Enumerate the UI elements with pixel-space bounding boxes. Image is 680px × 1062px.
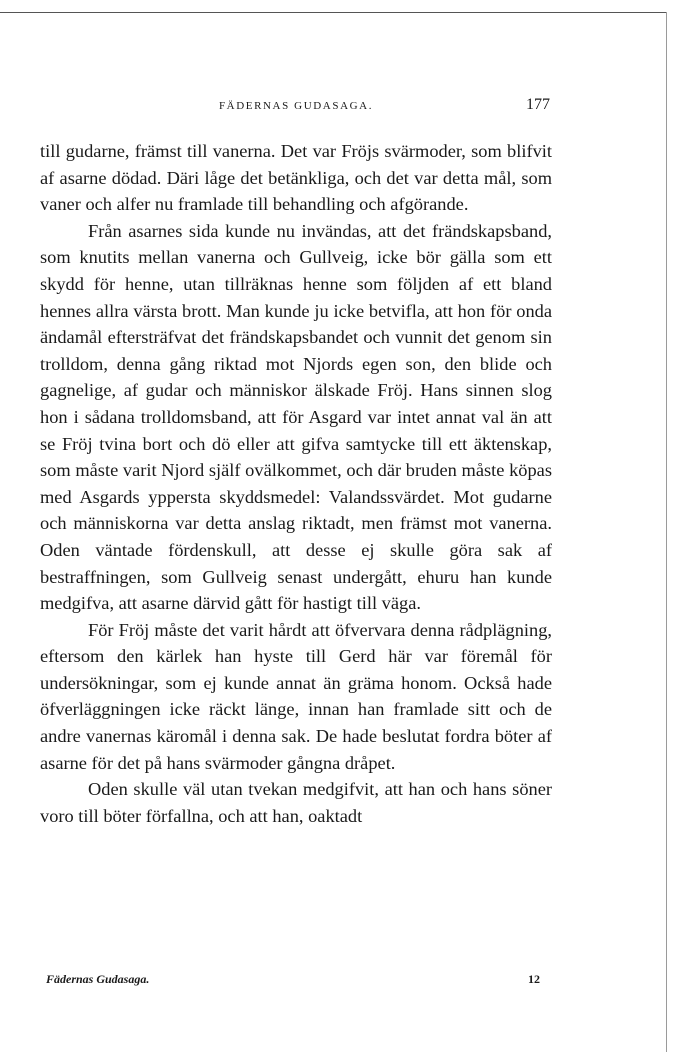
paragraph-1: till gudarne, främst till vanerna. Det var Fröjs svärmoder, som blifvit af asarne dödad. Däri låge det betänkliga, och det var detta mål, som vaner och alfer nu framlade till behandling och afgörande. <box>40 141 552 215</box>
paragraph-4: Oden skulle väl utan tvekan medgifvit, att han och hans söner voro till böter förfallna, och att han, oaktadt <box>40 779 552 826</box>
body-text <box>40 138 552 829</box>
page-header <box>40 96 552 118</box>
footer-book-title: Fädernas Gudasaga. <box>46 972 150 986</box>
paragraph-2: Från asarnes sida kunde nu invändas, att det frändskapsband, som knutits mellan vanerna och Gullveig, icke bör gälla som ett skydd för henne, utan tillräknas henne som följden af ett bland hennes allra värsta brott. Man kunde ju icke betvifla, att hon för onda ändamål eftersträfvat det frändskapsbandet och vunnit det genom sin trolldom, denna gång riktad mot Njords egen son, den blide och gagnelige, af gudar och människor älskade Fröj. Hans sinnen slog hon i sådana trolldomsband, att för Asgard var intet annat val än att se Fröj tvina bort och dö eller att gifva samtycke till ett äktenskap, som måste varit Njord själf ovälkommet, och där bruden måste köpas med Asgards yppersta skyddsmedel: Valandssvärdet. Mot gudarne och människorna var detta anslag riktadt, men främst mot vanerna. Oden väntade fördenskull, att desse ej skulle göra sak af bestraffningen, som Gullveig senast undergått, ehuru han kunde medgifva, att asarne därvid gått för hastigt till väga. <box>40 220 552 614</box>
paragraph-3: För Fröj måste det varit hårdt att öfvervara denna rådplägning, eftersom den kärlek han hyste till Gerd här var föremål för undersökningar, som ej kunde annat än gräma honom. Också hade öfverläggningen icke räckt länge, innan han framlade sitt och de andre vanernas käromål i denna sak. De hade beslutat fordra böter af asarne för det på hans svärmoder gångna dråpet. <box>40 619 552 773</box>
signature-mark: 12 <box>528 972 540 986</box>
page-footer <box>46 972 540 992</box>
page-number: 177 <box>526 96 550 113</box>
running-title: FÄDERNAS GUDASAGA. <box>218 100 374 112</box>
right-border-line <box>666 12 667 1052</box>
top-border-line <box>0 12 666 13</box>
